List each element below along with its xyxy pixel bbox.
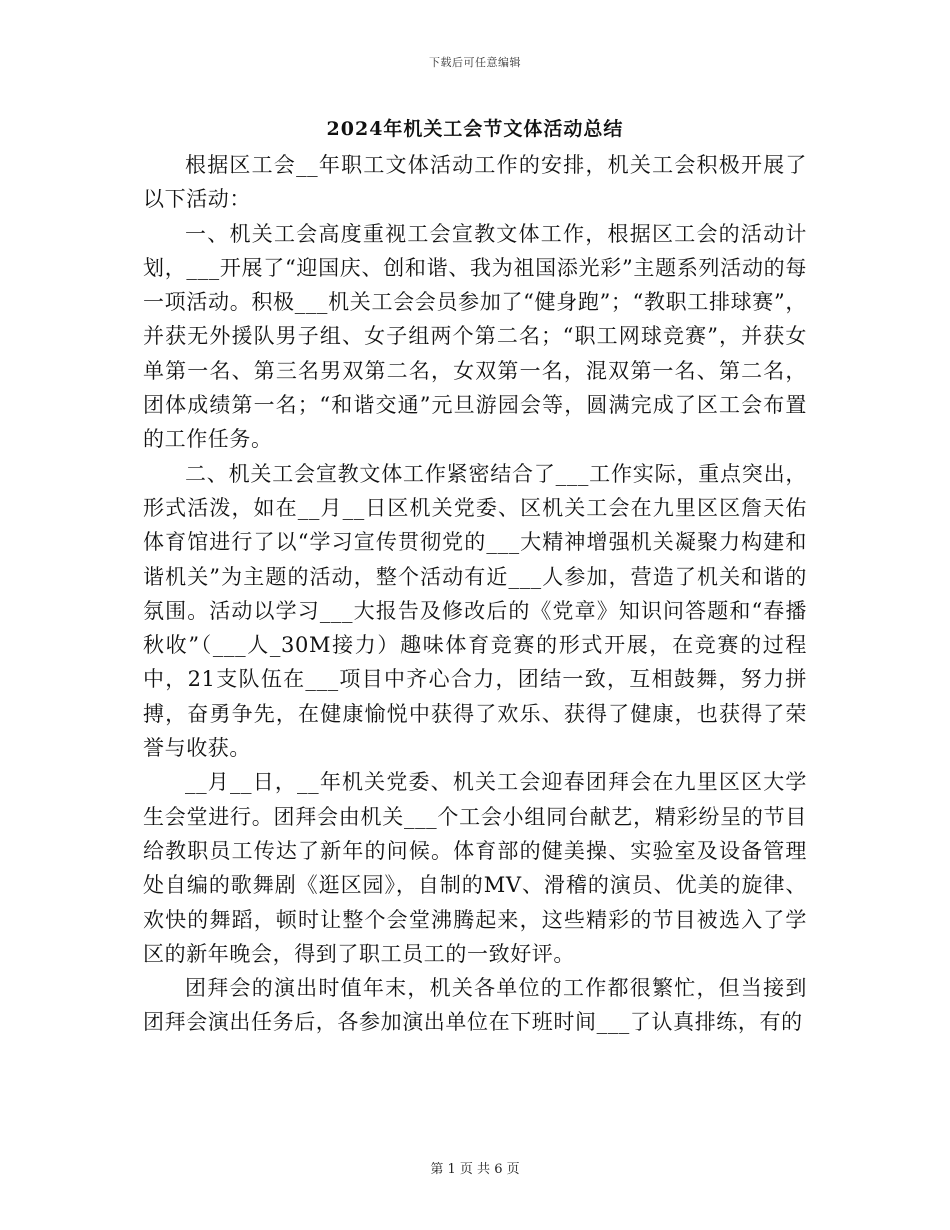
- paragraph-spring-gathering: __月__日，__年机关党委、机关工会迎春团拜会在九里区区大学生会堂进行。团拜会由机关___个工会小组同台献艺，精彩纷呈的节目给教职员工传达了新年的问候。体育部的健美操、实验室及设备管理处自编的歌舞剧《逛区园》，自制的MV、滑稽的演员、优美的旋律、欢快的舞蹈，顿时让整个会堂沸腾起来，这些精彩的节目被选入了学区的新年晚会，得到了职工员工的一致好评。: [143, 770, 807, 966]
- paragraph-rehearsal: 团拜会的演出时值年末，机关各单位的工作都很繁忙，但当接到团拜会演出任务后，各参加演出单位在下班时间___了认真排练，有的: [143, 976, 807, 1035]
- page-number-footer: 第 1 页 共 6 页: [430, 1162, 520, 1177]
- document-body: [143, 148, 807, 1040]
- paragraph-section-2: 二、机关工会宣教文体工作紧密结合了___工作实际，重点突出，形式活泼，如在__月__日区机关党委、区机关工会在九里区区詹天佑体育馆进行了以“学习宣传贯彻党的___大精神增强机关凝聚力构建和谐机关”为主题的活动，整个活动有近___人参加，营造了机关和谐的氛围。活动以学习___大报告及修改后的《党章》知识问答题和“春播秋收”（___人_30M接力）趣味体育竞赛的形式开展，在竞赛的过程中，21支队伍在___项目中齐心合力，团结一致，互相鼓舞，努力拼搏，奋勇争先，在健康愉悦中获得了欢乐、获得了健康，也获得了荣誉与收获。: [143, 461, 807, 761]
- paragraph-section-1: 一、机关工会高度重视工会宣教文体工作，根据区工会的活动计划，___开展了“迎国庆、创和谐、我为祖国添光彩”主题系列活动的每一项活动。积极___机关工会会员参加了“健身跑”；“教职工排球赛”，并获无外援队男子组、女子组两个第二名；“职工网球竞赛”，并获女单第一名、第三名男双第二名，女双第一名，混双第一名、第二名，团体成绩第一名；“和谐交通”元旦游园会等，圆满完成了区工会布置的工作任务。: [143, 221, 807, 452]
- page-header-note: 下载后可任意编辑: [429, 56, 521, 69]
- document-title: 2024年机关工会节文体活动总结: [326, 118, 624, 140]
- paragraph-intro: 根据区工会__年职工文体活动工作的安排，机关工会积极开展了以下活动：: [143, 153, 807, 212]
